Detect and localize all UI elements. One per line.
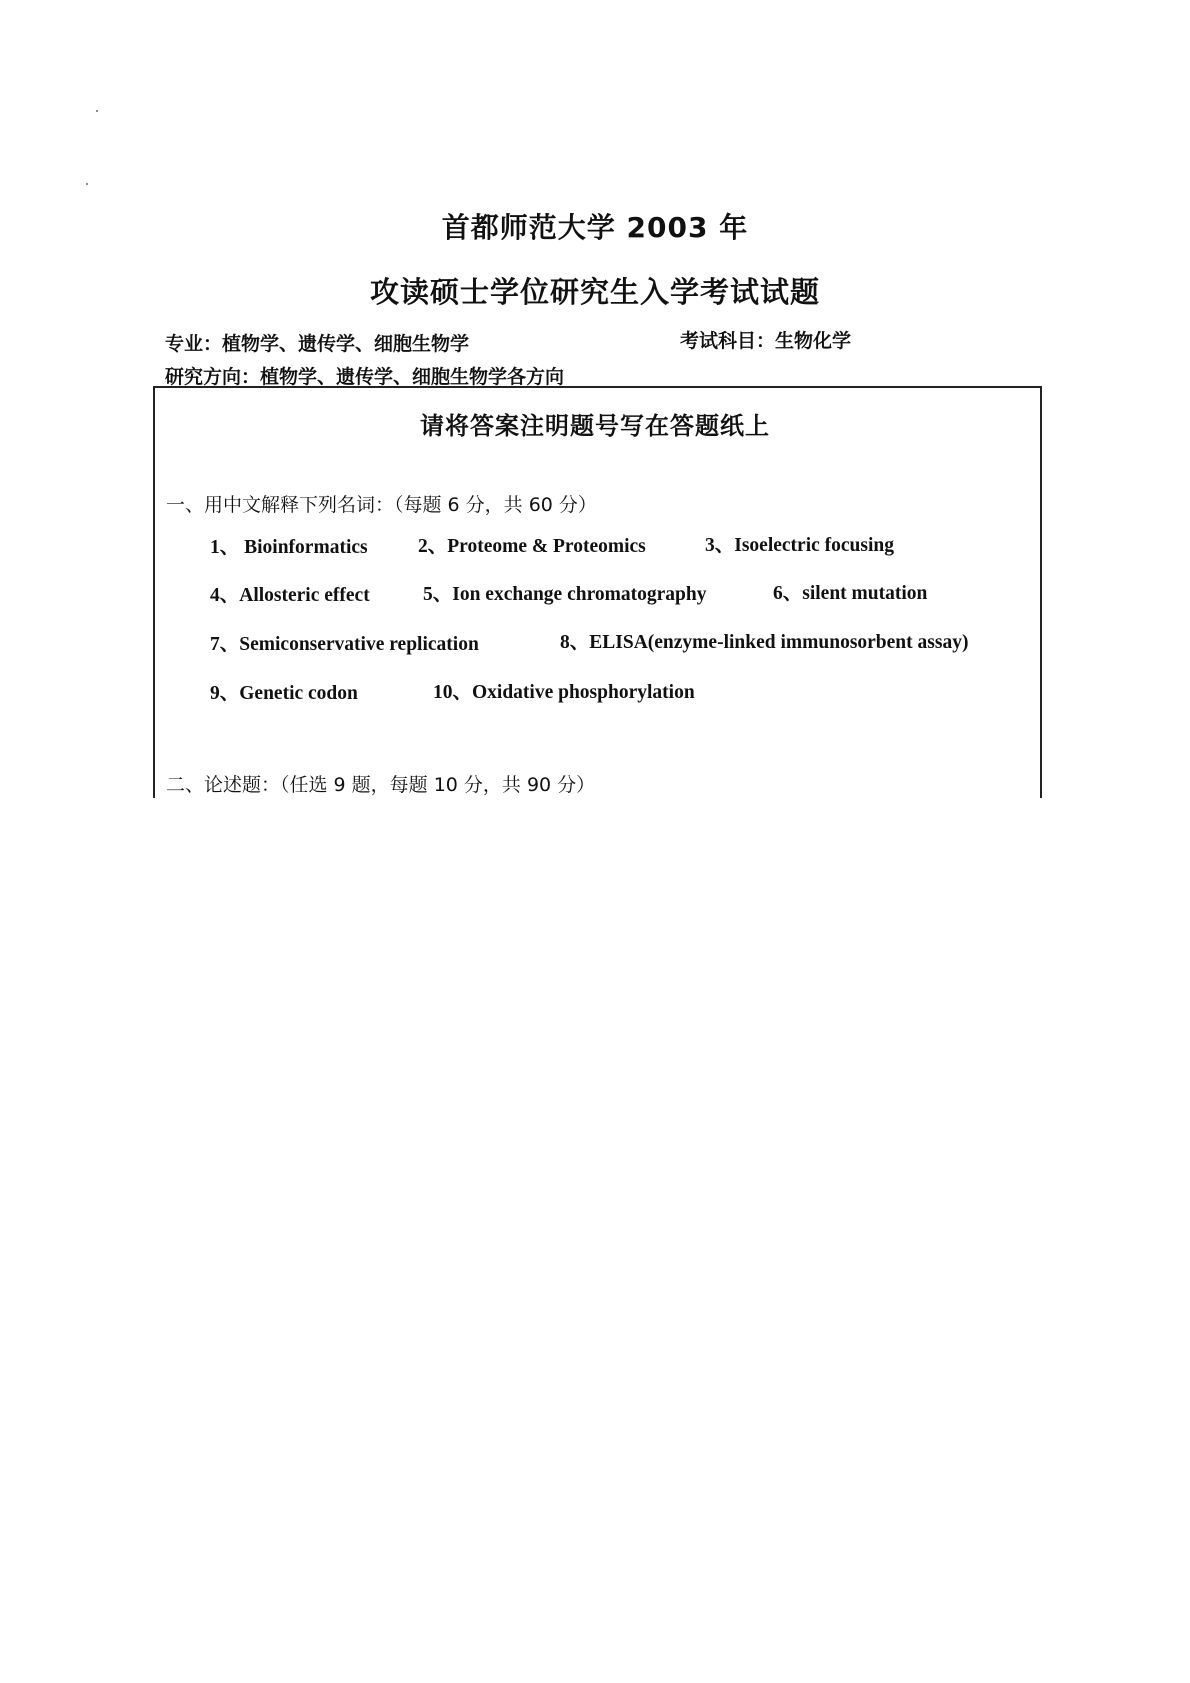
subject-value: 生物化学	[775, 330, 852, 352]
major-label: 专业：	[165, 333, 223, 355]
major-value: 植物学、遗传学、细胞生物学	[222, 333, 470, 355]
subject-row	[680, 326, 851, 353]
term-item: 8、ELISA(enzyme-linked immunosorbent assay)	[560, 632, 969, 653]
subject-label: 考试科目：	[680, 330, 776, 352]
answer-notice: 请将答案注明题号写在答题纸上	[420, 412, 770, 440]
university-title: 首都师范大学 2003 年	[441, 211, 749, 244]
major-row	[165, 329, 469, 356]
term-item: 7、Semiconservative replication	[210, 634, 479, 655]
exam-title: 攻读硕士学位研究生入学考试试题	[369, 275, 820, 309]
scan-speck	[86, 183, 88, 185]
direction-row	[165, 362, 564, 389]
term-item: 5、Ion exchange chromatography	[423, 584, 707, 605]
section2-heading: 二、论述题：（任选 9 题，每题 10 分，共 90 分）	[166, 774, 596, 796]
term-item: 2、Proteome & Proteomics	[418, 536, 646, 557]
term-item: 4、Allosteric effect	[210, 585, 370, 606]
term-item: 9、Genetic codon	[210, 683, 358, 704]
term-item: 10、Oxidative phosphorylation	[433, 682, 695, 703]
term-item: 1、 Bioinformatics	[210, 537, 368, 558]
term-item: 3、Isoelectric focusing	[705, 535, 895, 556]
section1-heading: 一、用中文解释下列名词：（每题 6 分，共 60 分）	[166, 494, 597, 516]
direction-label: 研究方向：	[165, 366, 261, 388]
scan-speck	[96, 110, 98, 112]
term-item: 6、silent mutation	[773, 583, 928, 604]
direction-value: 植物学、遗传学、细胞生物学各方向	[260, 366, 565, 388]
